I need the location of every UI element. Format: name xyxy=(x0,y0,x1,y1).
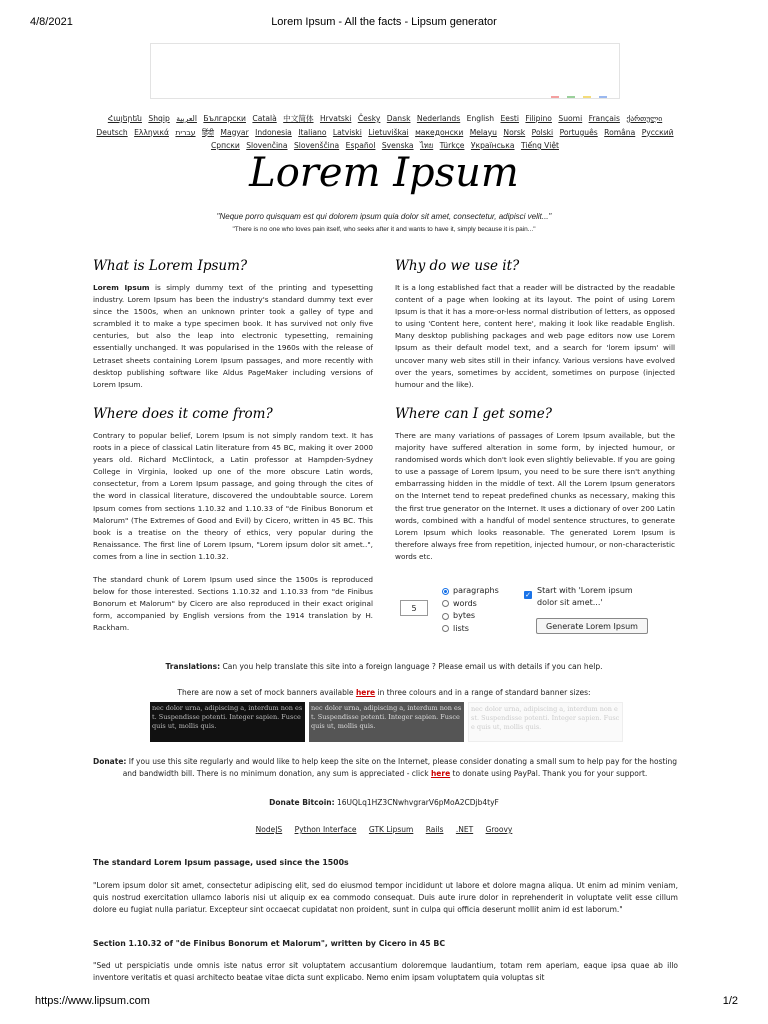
print-url: https://www.lipsum.com xyxy=(35,995,150,1007)
mock-banners-note xyxy=(0,687,768,699)
banner-samples xyxy=(150,702,623,742)
language-link[interactable]: Česky xyxy=(357,114,381,123)
language-link[interactable]: ไทย xyxy=(419,141,434,150)
option-paragraphs[interactable] xyxy=(442,585,499,598)
language-link[interactable]: ქართული xyxy=(626,114,663,123)
language-link: English xyxy=(466,114,495,123)
generate-button[interactable]: Generate Lorem Ipsum xyxy=(536,618,648,634)
standard-passage-heading: The standard Lorem Ipsum passage, used since the 1500s xyxy=(93,858,349,867)
language-link[interactable]: Suomi xyxy=(558,114,583,123)
latin-quote: "Neque porro quisquam est qui dolorem ipsum quia dolor sit amet, consectetur, adipisci velit..." xyxy=(216,212,552,221)
link-python[interactable]: Python Interface xyxy=(294,825,357,834)
donate-note xyxy=(85,756,685,780)
language-link[interactable]: Türkçe xyxy=(439,141,465,150)
option-bytes[interactable] xyxy=(442,610,499,623)
language-link[interactable]: Nederlands xyxy=(416,114,461,123)
language-link[interactable]: Ελληνικά xyxy=(134,127,169,137)
link-dotnet[interactable]: .NET xyxy=(455,825,474,834)
banner-grey[interactable]: nec dolor urna, adipiscing a, interdum non est. Suspendisse potenti. Integer sapien. Fusce quis ut, mollis quis. xyxy=(309,702,464,742)
ad-banner[interactable] xyxy=(150,43,620,99)
language-link[interactable]: Deutsch xyxy=(96,127,128,137)
language-link[interactable]: العربية xyxy=(176,114,197,123)
english-quote: "There is no one who loves pain itself, who seeks after it and wants to have it, simply because it is pain..." xyxy=(232,226,536,233)
language-link[interactable]: македонски xyxy=(415,127,464,137)
where-from-body-2: The standard chunk of Lorem Ipsum used since the 1500s is reproduced below for those interested. Sections 1.10.32 and 1.10.33 from "de Finibus Bonorum et Malorum" by Cicero are also reproduced in their exact original form, accompanied by English versions from the 1914 translation by H. Rackham. xyxy=(93,575,373,633)
language-link[interactable]: हिंदी xyxy=(201,127,214,137)
language-link[interactable]: Polski xyxy=(531,127,554,137)
where-from-body-1: Contrary to popular belief, Lorem Ipsum is not simply random text. It has roots in a piece of classical Latin literature from 45 BC, making it over 2000 years old. Richard McClintock, a Latin professor at Hampden-Sydney College in Virginia, looked up one of the more obscure Latin words, consectetur, from a Lorem Ipsum passage, and going through the cites of the word in classical literature, discovered the undoubtable source. Lorem Ipsum comes from sections 1.10.32 and 1.10.33 of "de Finibus Bonorum et Malorum" (The Extremes of Good and Evil) by Cicero, written in 45 BC. This book is a treatise on the theory of ethics, very popular during the Renaissance. The first line of Lorem Ipsum, "Lorem ipsum dolor sit amet..", comes from a line in section 1.10.32. xyxy=(93,431,373,561)
language-link[interactable]: Pyccкий xyxy=(641,127,674,137)
start-with-checkbox[interactable]: ✓ xyxy=(525,591,531,599)
language-link[interactable]: Hrvatski xyxy=(319,114,352,123)
language-link[interactable]: עברית xyxy=(175,127,196,137)
option-words[interactable] xyxy=(442,598,499,611)
language-link[interactable]: Melayu xyxy=(469,127,497,137)
translations-note xyxy=(0,661,768,673)
language-link[interactable]: Româna xyxy=(604,127,636,137)
print-date: 4/8/2021 xyxy=(30,16,73,28)
banner-white[interactable]: nec dolor urna, adipiscing a, interdum non est. Suspendisse potenti. Integer sapien. Fusce quis ut, mollis quis. xyxy=(468,702,623,742)
language-link[interactable]: Latviski xyxy=(332,127,362,137)
where-from-heading: Where does it come from? xyxy=(93,406,273,422)
language-link[interactable]: Català xyxy=(252,114,277,123)
radio-paragraphs[interactable] xyxy=(442,588,449,595)
section-1-10-32-body-block xyxy=(93,960,678,984)
language-link[interactable]: Български xyxy=(203,114,246,123)
language-link[interactable]: Հայերեն xyxy=(107,114,142,123)
language-link[interactable]: Filipino xyxy=(525,114,552,123)
language-link[interactable]: Svenska xyxy=(381,141,414,150)
where-from-section xyxy=(93,406,373,635)
what-section xyxy=(93,258,373,391)
mock-banners-link[interactable]: here xyxy=(355,688,376,697)
what-body xyxy=(93,282,373,391)
link-nodejs[interactable]: NodeJS xyxy=(255,825,283,834)
section-1-10-32-heading: Section 1.10.32 of "de Finibus Bonorum et Malorum", written by Cicero in 45 BC xyxy=(93,939,446,948)
mock-banners-post: in three colours and in a range of standard banner sizes: xyxy=(375,688,591,697)
unit-options xyxy=(442,585,499,635)
generator-form xyxy=(400,585,680,637)
section-1-10-32-body: "Sed ut perspiciatis unde omnis iste natus error sit voluptatem accusantium doloremque laudantium, totam rem aperiam, eaque ipsa quae ab illo inventore veritatis et quasi architecto beatae vitae dicta sunt explicabo. Nemo enim ipsam voluptatem quia voluptas sit xyxy=(93,961,678,982)
standard-passage-heading-block xyxy=(93,857,678,869)
link-gtk[interactable]: GTK Lipsum xyxy=(368,825,414,834)
bitcoin-label: Donate Bitcoin: xyxy=(269,798,335,807)
standard-passage-body-block xyxy=(93,880,678,916)
link-rails[interactable]: Rails xyxy=(425,825,444,834)
bitcoin-address: 16UQLq1HZ3CNwhvgrarV6pMoA2CDjb4tyF xyxy=(334,798,499,807)
language-link[interactable]: Magyar xyxy=(220,127,249,137)
option-label: words xyxy=(453,598,477,608)
language-link[interactable]: Slovenčina xyxy=(246,141,288,150)
language-link[interactable]: Indonesia xyxy=(255,127,292,137)
donate-pre: If you use this site regularly and would like to help keep the site on the Internet, please consider donating a small sum to help pay for the hosting and bandwidth bill. There is no minimum donation, any sum is appreciated - click xyxy=(122,757,678,778)
language-link[interactable]: Español xyxy=(345,141,376,150)
why-heading: Why do we use it? xyxy=(395,258,520,274)
section-1-10-32-heading-block xyxy=(93,938,678,950)
why-section xyxy=(395,258,675,391)
language-link[interactable]: Português xyxy=(559,127,598,137)
amount-input[interactable]: 5 xyxy=(400,600,428,616)
language-link[interactable]: Tiếng Việt xyxy=(520,141,559,150)
mock-banners-pre: There are now a set of mock banners available xyxy=(177,688,356,697)
interface-links xyxy=(0,825,768,834)
translations-label: Translations: xyxy=(165,662,221,671)
where-get-body: There are many variations of passages of Lorem Ipsum available, but the majority have suffered alteration in some form, by injected humour, or randomised words which don't look even slightly believable. If you are going to use a passage of Lorem Ipsum, you need to be sure there isn't anything embarrassing hidden in the middle of text. All the Lorem Ipsum generators on the Internet tend to repeat predefined chunks as necessary, making this the first true generator on the Internet. It uses a dictionary of over 200 Latin words, combined with a handful of model sentence structures, to generate Lorem Ipsum which looks reasonable. The generated Lorem Ipsum is therefore always free from repetition, injected humour, or non-characteristic words etc. xyxy=(395,431,675,561)
option-label: paragraphs xyxy=(453,586,499,595)
standard-passage-body: "Lorem ipsum dolor sit amet, consectetur adipiscing elit, sed do eiusmod tempor incididunt ut labore et dolore magna aliqua. Ut enim ad minim veniam, quis nostrud exercitation ullamco laboris nisi ut aliquip ex ea commodo consequat. Duis aute irure dolor in reprehenderit in voluptate velit esse cillum dolore eu fugiat nulla pariatur. Excepteur sint occaecat cupidatat non proident, sunt in culpa qui officia deserunt mollit anim id est laborum." xyxy=(93,881,678,914)
option-label: lists xyxy=(453,623,469,633)
language-link[interactable]: Dansk xyxy=(386,114,411,123)
language-link[interactable]: Shqip xyxy=(148,114,170,123)
language-link[interactable]: Slovenščina xyxy=(293,141,340,150)
language-link[interactable]: Français xyxy=(588,114,620,123)
donate-post: to donate using PayPal. Thank you for your support. xyxy=(450,769,648,778)
site-logo: Lorem Ipsum xyxy=(249,150,519,196)
banner-dark[interactable]: nec dolor urna, adipiscing a, interdum non est. Suspendisse potenti. Integer sapien. Fusce quis ut, mollis quis. xyxy=(150,702,305,742)
donate-link[interactable]: here xyxy=(430,769,451,778)
why-body: It is a long established fact that a reader will be distracted by the readable content of a page when looking at its layout. The point of using Lorem Ipsum is that it has a more-or-less normal distribution of letters, as opposed to using 'Content here, content here', making it look like readable English. Many desktop publishing packages and web page editors now use Lorem Ipsum as their default model text, and a search for 'lorem ipsum' will uncover many web sites still in their infancy. Various versions have evolved over the years, sometimes by accident, sometimes on purpose (injected humour and the like). xyxy=(395,283,675,389)
language-link[interactable]: Українська xyxy=(470,141,515,150)
where-get-section xyxy=(395,406,675,563)
translations-text: Can you help translate this site into a foreign language ? Please email us with details if you can help. xyxy=(220,662,603,671)
option-lists[interactable] xyxy=(442,623,499,636)
print-title: Lorem Ipsum - All the facts - Lipsum generator xyxy=(271,16,497,28)
language-list xyxy=(90,112,680,153)
radio-lists[interactable] xyxy=(442,625,449,632)
what-text: is simply dummy text of the printing and typesetting industry. Lorem Ipsum has been the industry's standard dummy text ever since the 1500s, when an unknown printer took a galley of type and scrambled it to make a type specimen book. It has survived not only five centuries, but also the leap into electronic typesetting, remaining essentially unchanged. It was popularised in the 1960s with the release of Letraset sheets containing Lorem Ipsum passages, and more recently with desktop publishing software like Aldus PageMaker including versions of Lorem Ipsum. xyxy=(93,283,374,389)
bitcoin-donate xyxy=(0,798,768,807)
where-get-heading: Where can I get some? xyxy=(395,406,552,422)
start-with-option[interactable] xyxy=(524,585,633,609)
language-link[interactable]: Italiano xyxy=(298,127,327,137)
language-link[interactable]: Eesti xyxy=(500,114,519,123)
ad-color-dots xyxy=(551,96,607,98)
donate-label: Donate: xyxy=(92,757,127,766)
radio-words[interactable] xyxy=(442,600,449,607)
print-page-number: 1/2 xyxy=(722,995,738,1007)
language-link[interactable]: Lietuviškai xyxy=(368,127,409,137)
link-groovy[interactable]: Groovy xyxy=(485,825,513,834)
what-lead: Lorem Ipsum xyxy=(93,283,150,292)
what-heading: What is Lorem Ipsum? xyxy=(93,258,248,274)
option-label: bytes xyxy=(453,611,476,620)
language-link[interactable]: Norsk xyxy=(503,127,526,137)
language-link[interactable]: 中文简体 xyxy=(283,114,314,123)
language-link[interactable]: Српски xyxy=(211,141,240,150)
start-with-label: Start with 'Lorem ipsum dolor sit amet...' xyxy=(537,586,633,607)
radio-bytes[interactable] xyxy=(442,613,449,620)
